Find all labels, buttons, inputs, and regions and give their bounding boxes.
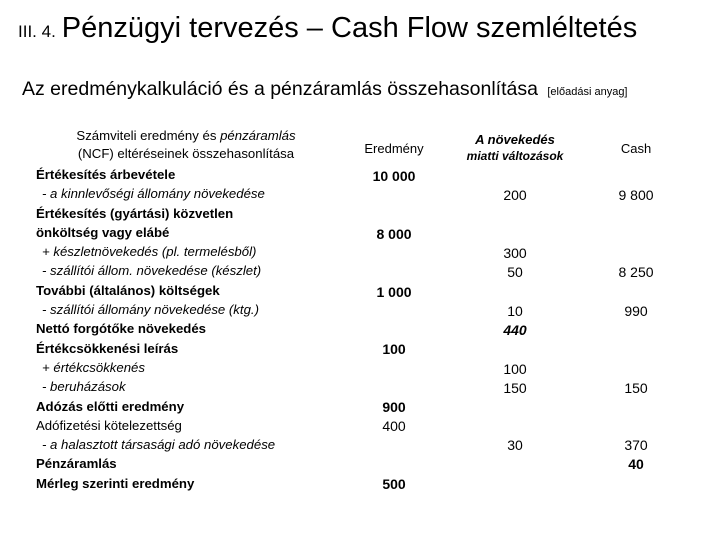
row-label: - szállítói állom. növekedése (készlet) (42, 263, 262, 279)
header-line2: (NCF) eltéréseinek összehasonlítása (77, 146, 295, 161)
row-label: - a halasztott társasági adó növekedése (42, 437, 276, 453)
row-label: Pénzáramlás (36, 456, 117, 472)
subtitle-text: Az eredménykalkuláció és a pénzáramlás összehasonlítása (22, 78, 538, 100)
row-label: További (általános) költségek (36, 282, 220, 298)
value-cash: 8 250 (618, 264, 654, 280)
row-label: önköltség vagy elábé (36, 224, 170, 240)
column-header-change-line1: A növekedés (475, 132, 555, 147)
row-label: + értékcsökkenés (42, 359, 145, 375)
row-label: Adófizetési kötelezettség (36, 417, 182, 433)
value-result: 500 (382, 476, 406, 492)
row-label: + készletnövekedés (pl. termelésből) (42, 244, 257, 260)
row-label: Adózás előtti eredmény (36, 398, 185, 414)
row-label: Értékesítés (gyártási) közvetlen (36, 205, 234, 221)
slide-subtitle (22, 78, 628, 101)
row-label: - beruházások (42, 379, 126, 395)
value-result: 8 000 (376, 226, 412, 242)
column-header-change-line2: miatti változások (466, 149, 564, 163)
subtitle-note: [előadási anyag] (547, 86, 628, 98)
row-label: - szállítói állomány növekedése (ktg.) (42, 302, 259, 318)
table-header (36, 127, 336, 163)
slide-number: III. 4. (18, 22, 56, 41)
value-change: 150 (503, 380, 527, 396)
value-cash: 150 (624, 380, 648, 396)
value-cash: 9 800 (618, 187, 654, 203)
value-change: 300 (503, 245, 527, 261)
value-result: 100 (382, 341, 406, 357)
value-result: 400 (382, 418, 406, 434)
value-cash: 990 (624, 303, 648, 319)
header-line1-a: Számviteli eredmény és (76, 128, 221, 143)
value-result: 1 000 (376, 284, 412, 300)
slide-title (18, 12, 637, 45)
header-line1-b: pénzáramlás (220, 128, 296, 143)
value-cash: 40 (628, 456, 644, 472)
value-result: 900 (382, 399, 406, 415)
value-change: 100 (503, 361, 527, 377)
slide-title-text: Pénzügyi tervezés – Cash Flow szemléltetés (61, 12, 638, 44)
column-header-cash: Cash (620, 141, 652, 156)
row-label: Értékesítés árbevétele (36, 167, 176, 182)
value-change: 200 (503, 187, 527, 203)
column-header-change (467, 131, 564, 165)
value-change: 30 (507, 437, 523, 453)
row-label: Mérleg szerinti eredmény (36, 475, 195, 491)
value-change: 10 (507, 303, 523, 319)
row-label: Értékcsökkenési leírás (36, 340, 179, 356)
row-label: Nettó forgótőke növekedés (36, 321, 207, 337)
row-labels-column (36, 127, 336, 493)
column-header-result: Eredmény (364, 141, 424, 156)
row-label: - a kinnlevőségi állomány növekedése (42, 186, 265, 202)
value-result: 10 000 (372, 168, 416, 184)
value-cash: 370 (624, 437, 648, 453)
value-change: 440 (503, 322, 527, 338)
value-change: 50 (507, 264, 523, 280)
